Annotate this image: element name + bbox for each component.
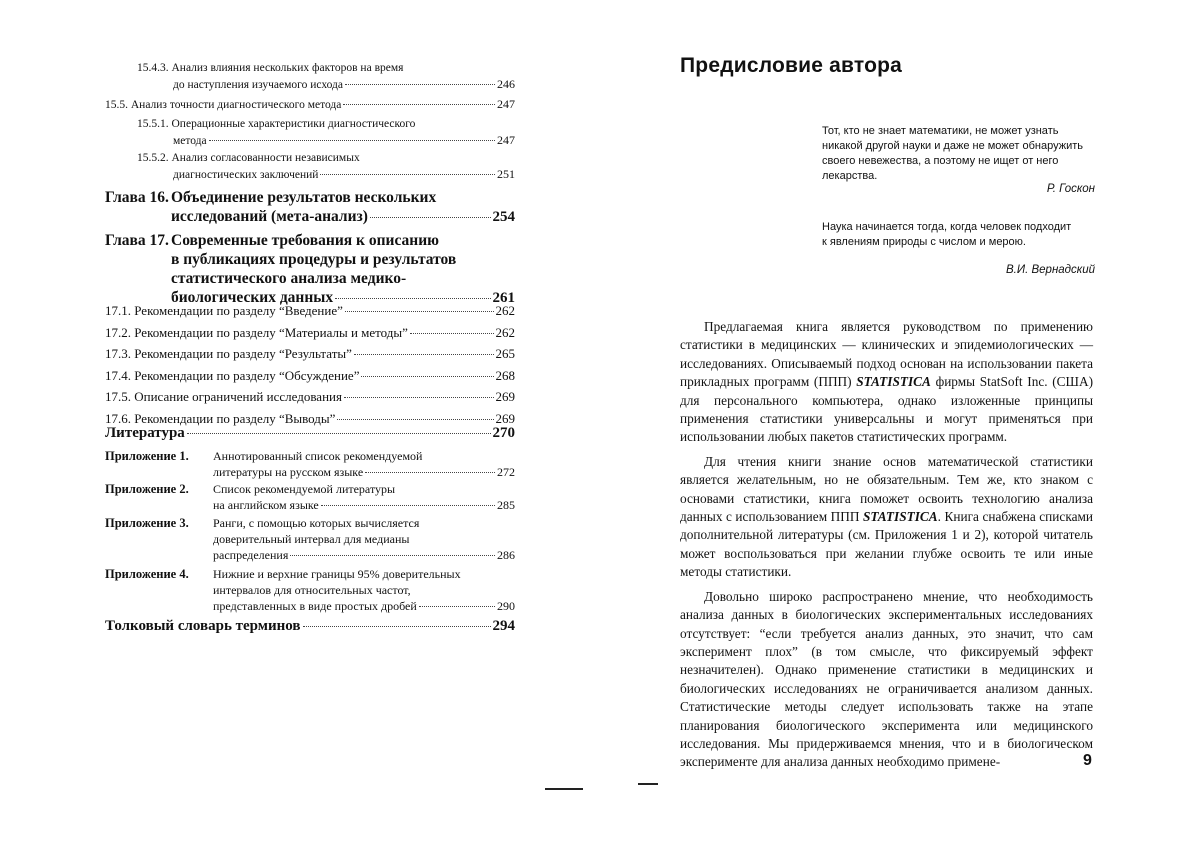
toc-entry-number: 15.5.1. xyxy=(137,118,169,130)
toc-page-number: 290 xyxy=(497,599,515,613)
appendix-title-line: представленных в виде простых дробей xyxy=(213,599,417,613)
toc-entry-text-cont: диагностических заключений xyxy=(173,169,319,181)
toc-entry-text: Рекомендации по разделу “Обсуждение” xyxy=(134,367,360,383)
chapter-title-line: Современные требования к описанию xyxy=(171,232,439,249)
toc-entry-number: 17.3. xyxy=(105,346,131,361)
toc-entry-text: Анализ точности диагностического метода xyxy=(130,99,342,111)
paragraph xyxy=(680,318,1093,447)
scan-artifact xyxy=(638,783,658,785)
toc-appendix-3[interactable] xyxy=(105,515,515,563)
toc-entry-17-1[interactable] xyxy=(105,303,515,325)
toc-page-number: 261 xyxy=(492,290,515,306)
preface-title: Предисловие автора xyxy=(680,54,902,77)
toc-page-number: 286 xyxy=(497,548,515,562)
toc-entry-number: 15.4.3. xyxy=(137,62,169,74)
toc-entry-15-5[interactable] xyxy=(105,96,515,113)
paragraph-text: Довольно широко распространено мнение, что необходимость анализа данных в биологических экспериментальных исследованиях отсутствует: “если требуется анализ данных, это значит, что сам эксперимент плох” (в том смысле, что фиксируемый эффект незначителен). Однако применение статистики в медицинских и биологических исследованиях не ограничивается анализом данных. Статистические методы следует использовать также на этапе планирования биологического эксперимента или медицинского исследования. Мы придерживаемся мнения, что и в биологическом эксперименте для анализа данных необходимо примене- xyxy=(680,588,1093,770)
paragraph-text: фирмы StatSoft Inc. (США) для персонального компьютера, однако изложенные принципы применения статистики универсальны и могут применяться при использовании любых пакетов статистических программ. xyxy=(680,374,1093,445)
paragraph-text: Для чтения книги знание основ математической статистики является желательным, но не обязательным. Тем же, кто знаком с основами статистики, книга поможет освоить технологию анализа данных с использованием ППП xyxy=(680,453,1093,525)
toc-entry-number: 17.1. xyxy=(105,303,131,318)
paragraph-text: Предлагаемая книга является руководством по применению статистики в медицинских — клинических и эпидемиологических — исследованиях. Описываемый подход основан на использовании пакета прикладных программ (ППП) xyxy=(680,319,1093,390)
toc-entry-text: Рекомендации по разделу “Введение” xyxy=(134,303,343,318)
toc-chapter-16[interactable] xyxy=(105,188,515,227)
toc-page-number: 294 xyxy=(492,618,515,634)
scan-artifact xyxy=(545,788,583,790)
toc-page-number: 269 xyxy=(495,389,515,404)
product-name: STATISTICA xyxy=(862,509,938,525)
toc-entry-17-5[interactable] xyxy=(105,389,515,411)
toc-section-17-list xyxy=(105,303,515,432)
toc-page-number: 247 xyxy=(497,97,515,111)
appendix-title-line: Нижние и верхние границы 95% доверительных xyxy=(213,567,461,581)
toc-appendix-4[interactable] xyxy=(105,566,515,614)
toc-chapter-17[interactable] xyxy=(105,231,515,308)
appendix-title-line: литературы на русском языке xyxy=(213,465,364,479)
toc-page-number: 268 xyxy=(495,367,515,383)
toc-page-number: 262 xyxy=(495,324,515,340)
appendix-title-line: на английском языке xyxy=(213,498,319,512)
toc-entry-17-2[interactable] xyxy=(105,325,515,347)
toc-entry-17-4[interactable] xyxy=(105,368,515,390)
appendix-label: Приложение 3. xyxy=(105,516,189,530)
paragraph xyxy=(680,453,1093,582)
chapter-title-line: биологических данных xyxy=(171,289,334,306)
toc-entry-number: 17.5. xyxy=(105,389,131,404)
toc-entry-text: Анализ согласованности независимых xyxy=(171,152,360,164)
chapter-label: Глава 17. xyxy=(105,232,169,249)
chapter-title-line: исследований (мета-анализ) xyxy=(171,208,368,225)
toc-entry-text: Анализ влияния нескольких факторов на время xyxy=(171,62,404,74)
chapter-label: Глава 16. xyxy=(105,189,169,206)
toc-page-number: 246 xyxy=(497,77,515,91)
right-page xyxy=(600,0,1200,848)
appendix-title-line: Аннотированный список рекомендуемой xyxy=(213,449,423,463)
toc-entry-text: Рекомендации по разделу “Материалы и методы” xyxy=(134,324,408,340)
chapter-title-line: статистического анализа медико- xyxy=(171,270,407,287)
product-name: STATISTICA xyxy=(856,374,931,390)
appendix-title-line: Ранги, с помощью которых вычисляется xyxy=(213,516,420,530)
preface-body xyxy=(680,318,1093,778)
toc-entry-text: Операционные характеристики диагностического xyxy=(171,118,416,130)
appendix-title-line: распределения xyxy=(213,548,289,562)
paragraph-text: . Книга снабжена списками дополнительной литературы (см. Приложения 1 и 2), которой читатель может воспользоваться при желании глубже освоить те или иные методы статистики. xyxy=(680,509,1094,580)
toc-entry-text-cont: до наступления изучаемого исхода xyxy=(173,79,344,91)
chapter-title-line: Объединение результатов нескольких xyxy=(171,189,437,206)
epigraph-2-text: Наука начинается тогда, когда человек подходит к явлениям природы с числом и мерою. xyxy=(822,221,1072,248)
toc-entry-15-5-1[interactable] xyxy=(137,116,515,149)
page-number: 9 xyxy=(1083,752,1092,769)
toc-entry-number: 15.5. xyxy=(105,99,128,111)
paragraph xyxy=(680,588,1093,772)
toc-literature[interactable] xyxy=(105,425,515,442)
toc-page-number: 251 xyxy=(497,167,515,181)
toc-entry-text: Рекомендации по разделу “Выводы” xyxy=(134,410,336,426)
toc-page-number: 262 xyxy=(495,303,515,318)
toc-page-number: 270 xyxy=(492,425,515,441)
toc-entry-15-5-2[interactable] xyxy=(137,150,515,183)
appendix-title-line: интервалов для относительных частот, xyxy=(213,583,411,597)
toc-entry-text-cont: метода xyxy=(173,135,207,147)
toc-entry-text: Рекомендации по разделу “Результаты” xyxy=(134,346,352,361)
toc-entry-text: Описание ограничений исследования xyxy=(134,389,342,404)
toc-page-number: 285 xyxy=(497,498,515,512)
chapter-title-line: в публикациях процедуры и результатов xyxy=(171,251,457,268)
toc-entry-number: 15.5.2. xyxy=(137,152,169,164)
epigraph-1-author: Р. Госкон xyxy=(1046,183,1095,195)
toc-entry-17-3[interactable] xyxy=(105,346,515,368)
toc-entry-number: 17.4. xyxy=(105,367,131,383)
epigraph-2-author: В.И. Вернадский xyxy=(1006,264,1095,276)
epigraph-1-text: Тот, кто не знает математики, не может узнать никакой другой науки и даже не может обнаружить своего невежества, а поэтому не ищет от него лекарства. xyxy=(822,125,1084,182)
toc-entry-text: Литература xyxy=(105,425,185,441)
toc-entry-text: Толковый словарь терминов xyxy=(105,618,301,634)
toc-page-number: 247 xyxy=(497,133,515,147)
toc-page-number: 254 xyxy=(492,209,515,225)
appendix-title-line: доверительный интервал для медианы xyxy=(213,532,410,546)
appendix-label: Приложение 4. xyxy=(105,567,189,581)
toc-glossary[interactable] xyxy=(105,618,515,635)
appendix-label: Приложение 2. xyxy=(105,482,189,496)
appendix-label: Приложение 1. xyxy=(105,449,189,463)
appendix-title-line: Список рекомендуемой литературы xyxy=(213,482,396,496)
toc-entry-15-4-3[interactable] xyxy=(137,60,515,93)
toc-page-number: 265 xyxy=(495,346,515,361)
toc-appendix-1[interactable] xyxy=(105,448,515,480)
toc-entry-number: 17.2. xyxy=(105,324,131,340)
toc-page-number: 269 xyxy=(495,410,515,426)
toc-appendix-2[interactable] xyxy=(105,481,515,513)
toc-entry-number: 17.6. xyxy=(105,410,131,426)
toc-page-number: 272 xyxy=(497,465,515,479)
